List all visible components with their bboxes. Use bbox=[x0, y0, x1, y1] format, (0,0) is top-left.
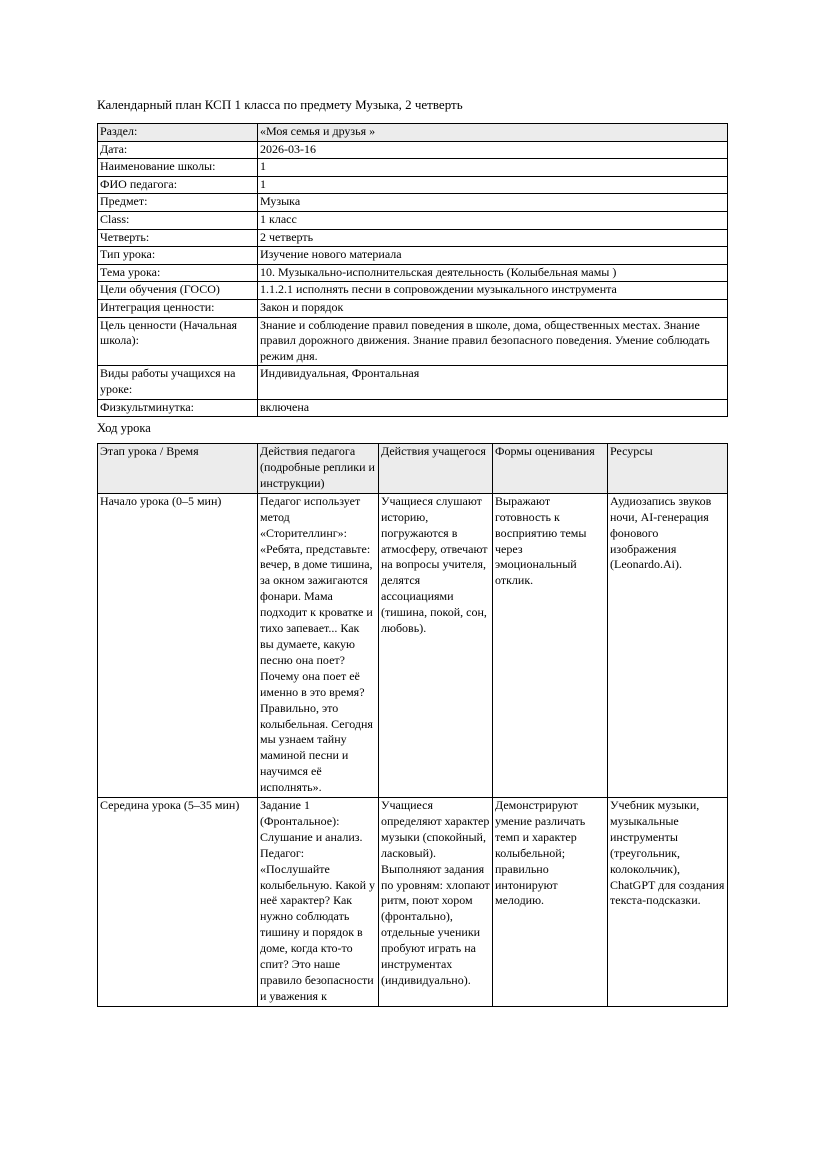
teacher-actions-cell: Задание 1 (Фронтальное): Слушание и анализ. Педагог: «Послушайте колыбельную. Какой у неё характер? Как нужно соблюдать тишину и порядок в доме, когда кто-то спит? Это наше правило безопасности и уважения к bbox=[258, 798, 379, 1007]
info-row-value: Закон и порядок bbox=[258, 299, 728, 317]
info-row-label: Class: bbox=[98, 211, 258, 229]
lesson-info-table bbox=[97, 123, 728, 417]
lesson-column-header: Формы оценивания bbox=[493, 444, 608, 494]
info-table-row bbox=[98, 124, 728, 142]
info-row-value: «Моя семья и друзья » bbox=[258, 124, 728, 142]
info-table-body bbox=[98, 124, 728, 417]
lesson-table-row bbox=[98, 493, 728, 797]
info-table-row bbox=[98, 299, 728, 317]
student-actions-cell: Учащиеся слушают историю, погружаются в атмосферу, отвечают на вопросы учителя, делятся ассоциациями (тишина, покой, сон, любовь). bbox=[379, 493, 493, 797]
lesson-table-row bbox=[98, 798, 728, 1007]
lesson-column-header: Действия педагога (подробные реплики и инструкции) bbox=[258, 444, 379, 494]
info-row-label: Дата: bbox=[98, 141, 258, 159]
info-table-row bbox=[98, 176, 728, 194]
lesson-flow-table bbox=[97, 443, 728, 1007]
info-row-value: 2026-03-16 bbox=[258, 141, 728, 159]
document-page bbox=[97, 97, 727, 1007]
student-actions-cell: Учащиеся определяют характер музыки (спокойный, ласковый). Выполняют задания по уровням: хлопают ритм, поют хором (фронтально), отдельные ученики пробуют играть на инструментах (индивидуально). bbox=[379, 798, 493, 1007]
info-row-label: Тема урока: bbox=[98, 264, 258, 282]
info-row-label: Тип урока: bbox=[98, 247, 258, 265]
info-row-value: 1 bbox=[258, 159, 728, 177]
info-row-label: Цель ценности (Начальная школа): bbox=[98, 317, 258, 366]
info-table-row bbox=[98, 282, 728, 300]
document-title: Календарный план КСП 1 класса по предмету Музыка, 2 четверть bbox=[97, 97, 463, 112]
lesson-stage-cell: Середина урока (5–35 мин) bbox=[98, 798, 258, 1007]
info-table-row bbox=[98, 229, 728, 247]
info-row-value: 10. Музыкально-исполнительская деятельность (Колыбельная мамы ) bbox=[258, 264, 728, 282]
info-table-row bbox=[98, 264, 728, 282]
info-row-label: Четверть: bbox=[98, 229, 258, 247]
lesson-table-header-row bbox=[98, 444, 728, 494]
info-table-row bbox=[98, 194, 728, 212]
info-row-value: Знание и соблюдение правил поведения в школе, дома, общественных местах. Знание правил дорожного движения. Знание правил безопасного поведения. Умение соблюдать режим дня. bbox=[258, 317, 728, 366]
info-row-value: 1 bbox=[258, 176, 728, 194]
info-row-value: 2 четверть bbox=[258, 229, 728, 247]
info-table-row bbox=[98, 141, 728, 159]
info-row-label: Цели обучения (ГОСО) bbox=[98, 282, 258, 300]
lesson-column-header: Этап урока / Время bbox=[98, 444, 258, 494]
info-row-value: 1 класс bbox=[258, 211, 728, 229]
info-row-label: Предмет: bbox=[98, 194, 258, 212]
info-row-label: Физкультминутка: bbox=[98, 399, 258, 417]
info-row-label: Интеграция ценности: bbox=[98, 299, 258, 317]
info-row-label: Раздел: bbox=[98, 124, 258, 142]
info-table-row bbox=[98, 247, 728, 265]
lesson-stage-cell: Начало урока (0–5 мин) bbox=[98, 493, 258, 797]
info-table-row bbox=[98, 159, 728, 177]
info-row-value: 1.1.2.1 исполнять песни в сопровождении музыкального инструмента bbox=[258, 282, 728, 300]
assessment-forms-cell: Демонстрируют умение различать темп и характер колыбельной; правильно интонируют мелодию. bbox=[493, 798, 608, 1007]
resources-cell: Учебник музыки, музыкальные инструменты (треугольник, колокольчик), ChatGPT для создания текста-подсказки. bbox=[608, 798, 728, 1007]
info-row-label: Виды работы учащихся на уроке: bbox=[98, 366, 258, 399]
info-row-value: включена bbox=[258, 399, 728, 417]
info-table-row bbox=[98, 317, 728, 366]
teacher-actions-cell: Педагог использует метод «Сторителлинг»: «Ребята, представьте: вечер, в доме тишина, за окном зажигаются фонари. Мама подходит к кроватке и тихо запевает... Как вы думаете, какую песню она поет? Почему она поет её именно в это время? Правильно, это колыбельная. Сегодня мы узнаем тайну маминой песни и научимся её исполнять». bbox=[258, 493, 379, 797]
info-row-value: Индивидуальная, Фронтальная bbox=[258, 366, 728, 399]
lesson-column-header: Действия учащегося bbox=[379, 444, 493, 494]
info-row-label: ФИО педагога: bbox=[98, 176, 258, 194]
info-row-value: Изучение нового материала bbox=[258, 247, 728, 265]
info-row-label: Наименование школы: bbox=[98, 159, 258, 177]
info-row-value: Музыка bbox=[258, 194, 728, 212]
info-table-row bbox=[98, 211, 728, 229]
lesson-column-header: Ресурсы bbox=[608, 444, 728, 494]
assessment-forms-cell: Выражают готовность к восприятию темы через эмоциональный отклик. bbox=[493, 493, 608, 797]
lesson-table-body bbox=[98, 493, 728, 1006]
resources-cell: Аудиозапись звуков ночи, AI-генерация фонового изображения (Leonardo.Ai). bbox=[608, 493, 728, 797]
info-table-row bbox=[98, 366, 728, 399]
info-table-row bbox=[98, 399, 728, 417]
section-heading: Ход урока bbox=[97, 421, 151, 436]
